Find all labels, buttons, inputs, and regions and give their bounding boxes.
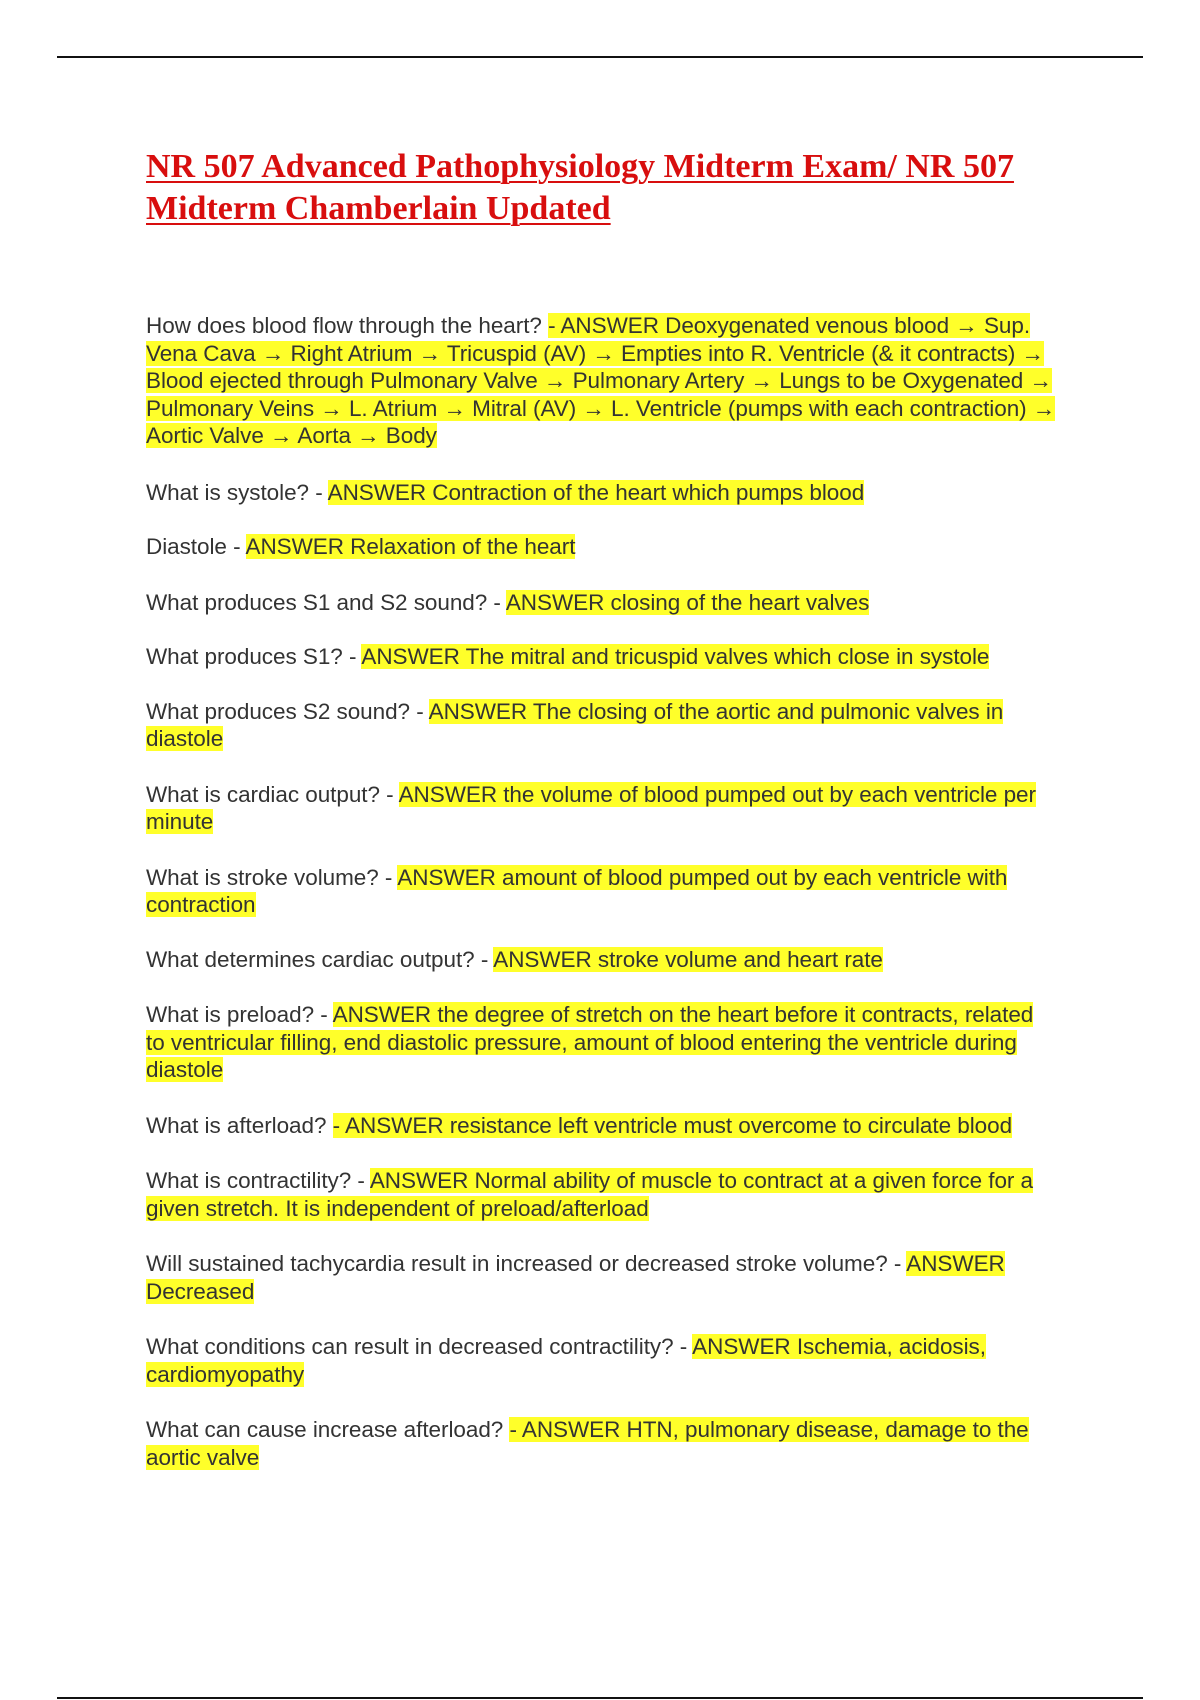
qa-item-tachycardia [146,1250,1058,1305]
question-text: What conditions can result in decreased contractility? - [146,1334,693,1359]
question-text: What is preload? - [146,1002,333,1027]
qa-item-cardiac-output [146,781,1058,836]
bottom-rule [57,1697,1143,1699]
question-text: What can cause increase afterload? [146,1417,510,1442]
question-text: What is cardiac output? - [146,781,399,807]
qa-list [146,312,1058,1471]
question-text: What produces S1 and S2 sound? - [146,589,506,615]
answer-highlight: ANSWER The closing of the aortic and pulmonic valves in diastole [146,698,1004,751]
qa-item-determines-co [146,946,1058,974]
answer-highlight: ANSWER Contraction of the heart which pumps blood [327,479,865,505]
qa-item-decreased-contractility [146,1333,1058,1388]
question-text: What is afterload? [146,1112,333,1138]
qa-item-afterload [146,1112,1058,1140]
qa-item-s1 [146,643,1058,671]
answer-highlight: ANSWER stroke volume and heart rate [493,946,883,972]
answer-highlight: ANSWER Ischemia, acidosis, cardiomyopathy [146,1334,986,1387]
question-text: What produces S2 sound? - [146,698,429,724]
qa-item-systole [146,479,1058,507]
qa-item-stroke-volume [146,864,1058,919]
answer-highlight: - ANSWER resistance left ventricle must overcome to circulate blood [332,1112,1013,1138]
question-text: How does blood flow through the heart? [146,313,549,338]
question-text: What is systole? - [146,479,328,505]
qa-item-contractility [146,1167,1058,1222]
answer-highlight: ANSWER The mitral and tricuspid valves which close in systole [361,644,990,669]
answer-highlight: ANSWER Decreased [146,1251,1005,1304]
answer-highlight: ANSWER amount of blood pumped out by each ventricle with contraction [146,864,1008,917]
answer-highlight: ANSWER Relaxation of the heart [245,534,576,559]
answer-highlight: ANSWER Normal ability of muscle to contract at a given force for a given stretch. It is independent of preload/afterload [146,1168,1034,1221]
answer-highlight: - ANSWER Deoxygenated venous blood → Sup. Vena Cava → Right Atrium → Tricuspid (AV) → Empties into R. Ventricle (& it contracts) → Blood ejected through Pulmonary Valve → Pulmonary Artery → Lungs to be Oxygenated → Pulmonary Veins → L. Atrium → Mitral (AV) → L. Ventricle (pumps with each contraction) → Aortic Valve → Aorta → Body [146,313,1056,448]
answer-highlight: ANSWER the degree of stretch on the heart before it contracts, related to ventricular filling, end diastolic pressure, amount of blood entering the ventricle during diastole [146,1002,1034,1082]
qa-item-s2 [146,698,1058,753]
document-title: NR 507 Advanced Pathophysiology Midterm Exam/ NR 507 Midterm Chamberlain Updated [146,148,1014,227]
question-text: Diastole - [146,534,246,559]
question-text: What is stroke volume? - [146,864,398,890]
top-rule [57,56,1143,58]
question-text: What is contractility? - [146,1168,370,1193]
answer-highlight: ANSWER closing of the heart valves [505,589,870,615]
qa-item-increase-afterload [146,1416,1058,1471]
qa-item-preload [146,1001,1058,1084]
question-text: What produces S1? - [146,644,362,669]
qa-item-diastole [146,533,1058,561]
answer-highlight: - ANSWER HTN, pulmonary disease, damage to the aortic valve [146,1417,1029,1470]
qa-item-blood-flow [146,312,1058,450]
question-text: Will sustained tachycardia result in increased or decreased stroke volume? - [146,1251,907,1276]
question-text: What determines cardiac output? - [146,946,494,972]
answer-highlight: ANSWER the volume of blood pumped out by each ventricle per minute [146,781,1036,834]
qa-item-s1-s2 [146,589,1058,617]
